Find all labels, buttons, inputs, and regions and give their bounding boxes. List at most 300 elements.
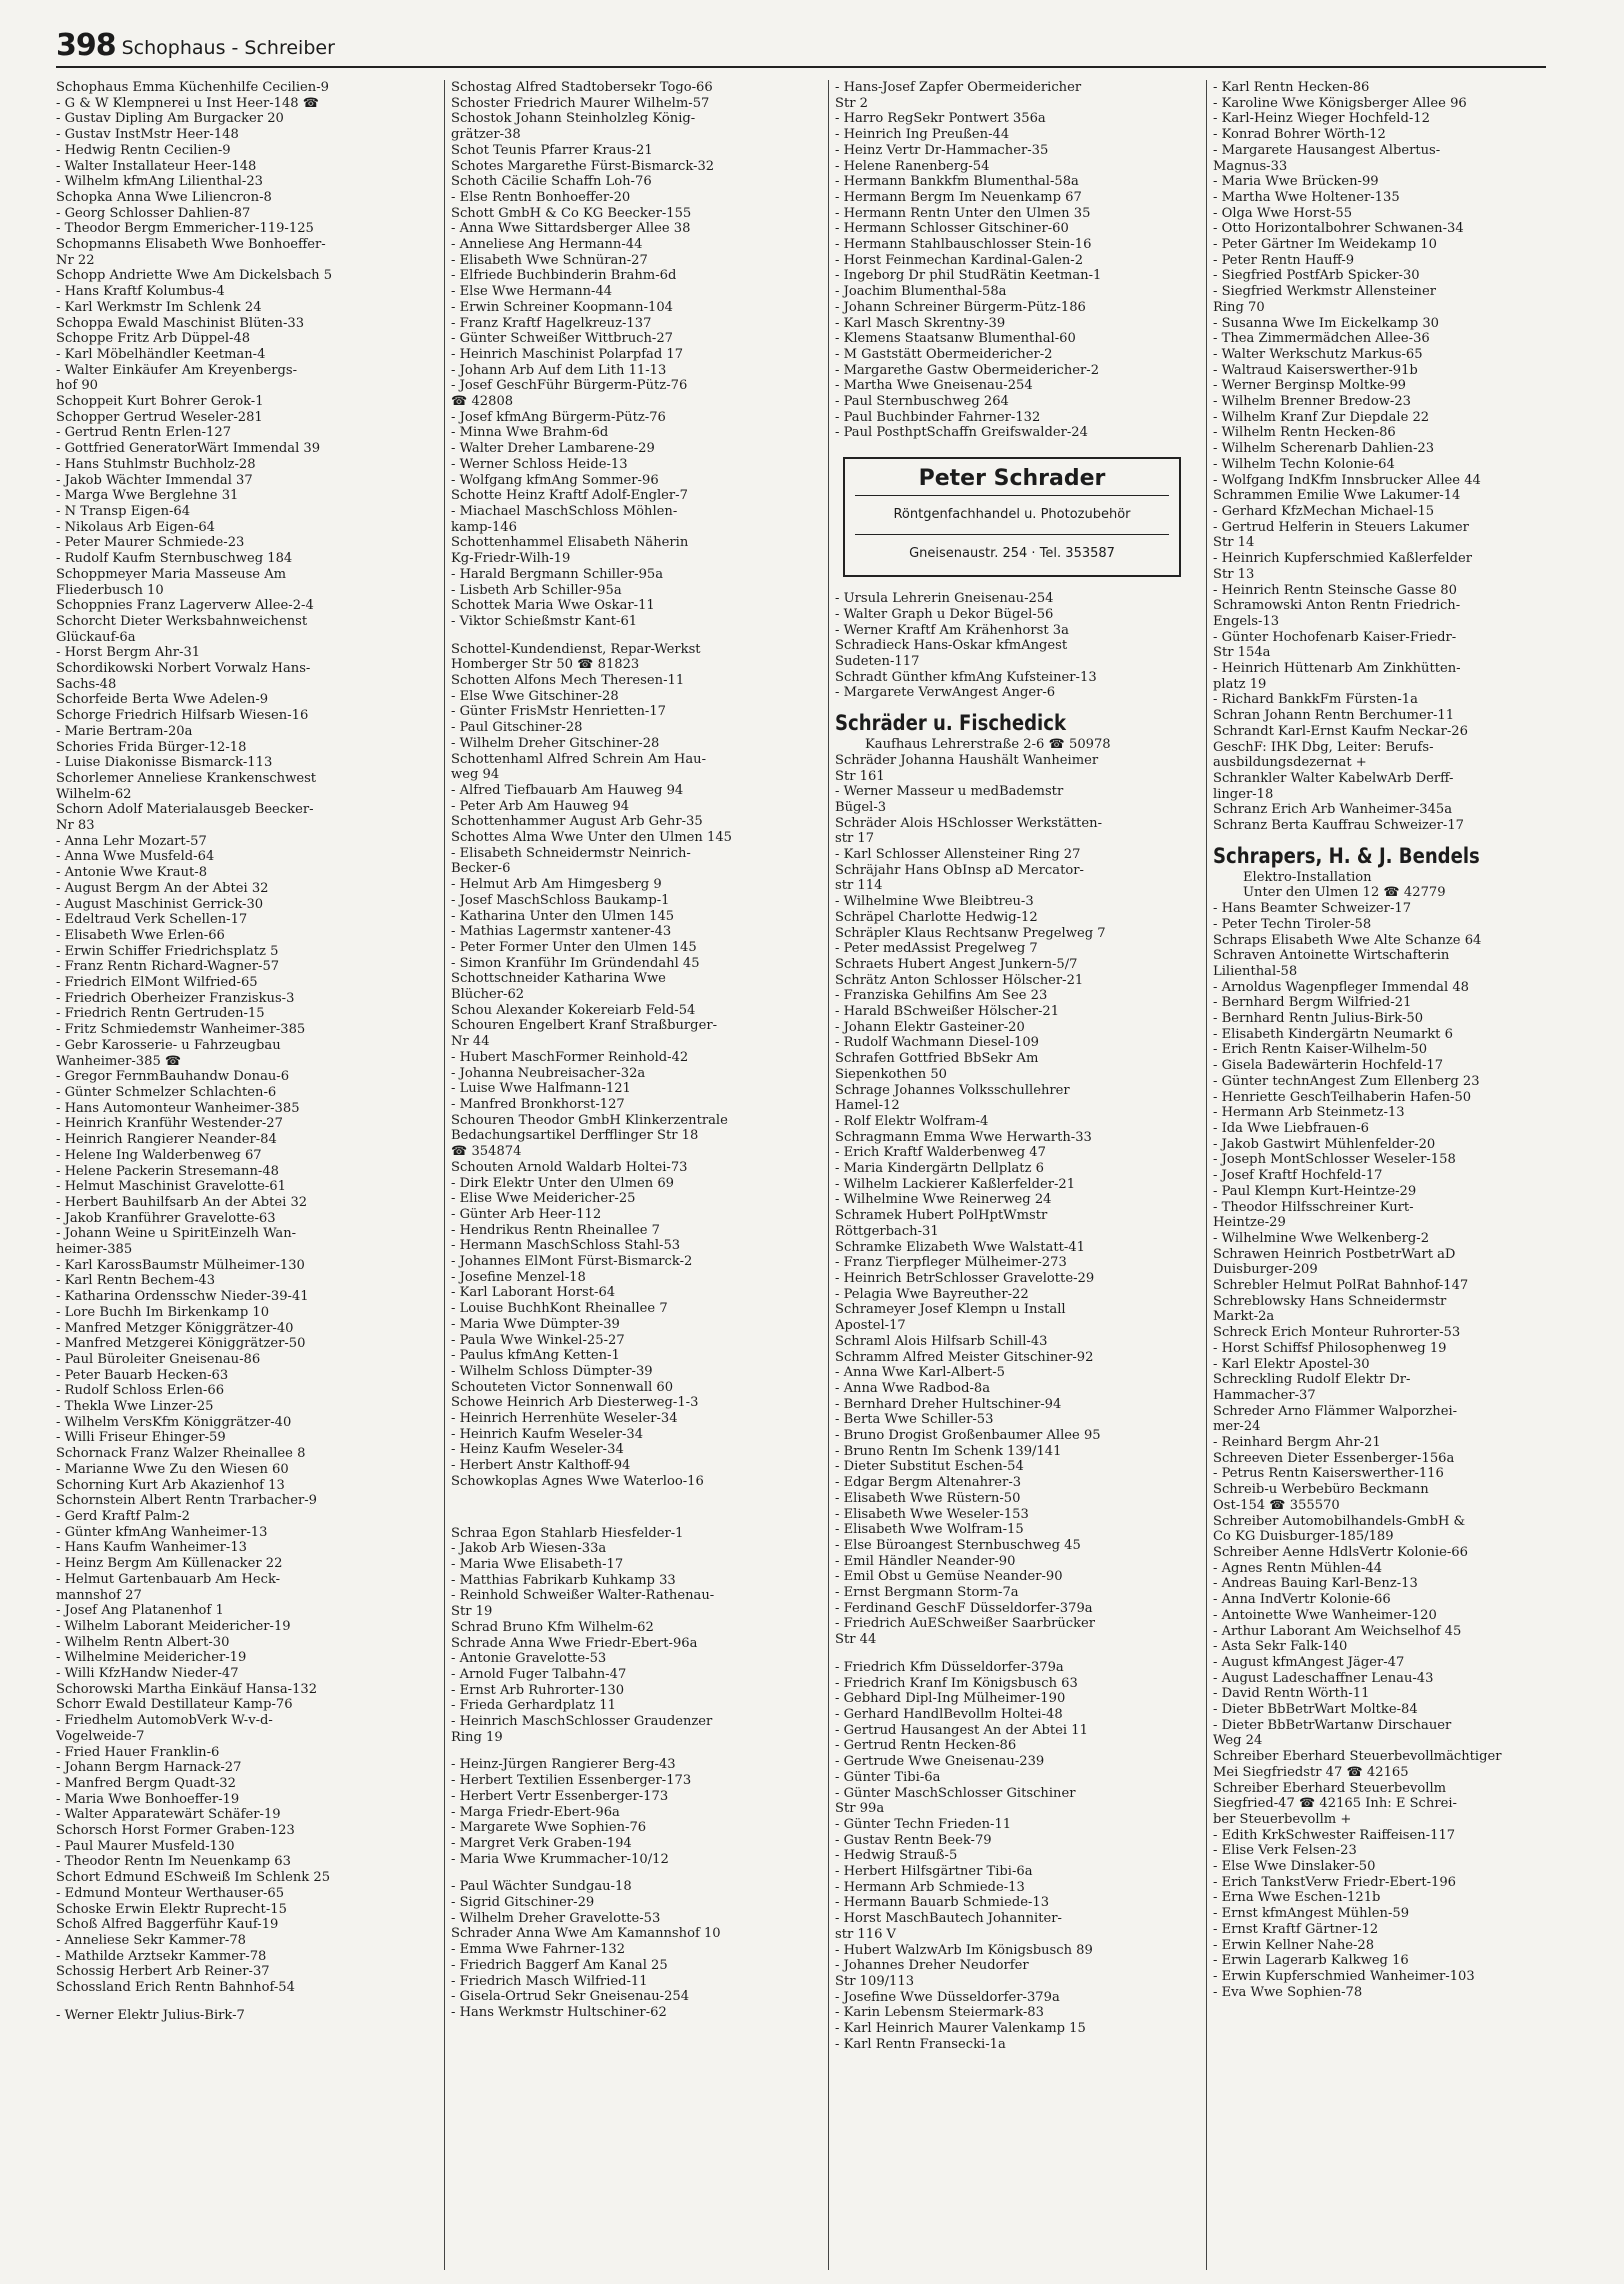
page-number: 398 [56, 28, 116, 63]
directory-entry: - Karl KarossBaumstr Mülheimer-130 [56, 1257, 305, 1273]
directory-entry: Str 19 [451, 1604, 493, 1620]
directory-entry: - Gisela Badewärterin Hochfeld-17 [1213, 1058, 1444, 1074]
directory-entry: - Heinrich Herrenhüte Weseler-34 [451, 1411, 678, 1427]
directory-entry: Heintze-29 [1213, 1215, 1286, 1231]
directory-entry: Schorn Adolf Materialausgeb Beecker- [56, 802, 314, 818]
directory-entry: - Wilhelm kfmAng Lilienthal-23 [56, 174, 263, 190]
directory-entry: - Friedrich Kranf Im Königsbusch 63 [835, 1675, 1078, 1691]
directory-entry: - Antoinette Wwe Wanheimer-120 [1213, 1607, 1437, 1623]
directory-entry: Schossig Herbert Arb Reiner-37 [56, 1964, 270, 1980]
directory-entry: - Maria Wwe Bonhoeffer-19 [56, 1791, 240, 1807]
directory-entry: - Matthias Fabrikarb Kuhkamp 33 [451, 1572, 676, 1588]
directory-entry: Schräjahr Hans ObInsp aD Mercator- [835, 862, 1084, 878]
directory-entry: - Friedrich Kfm Düsseldorfer-379a [835, 1659, 1064, 1675]
directory-entry: - Maria Kindergärtn Dellplatz 6 [835, 1161, 1044, 1177]
firm-address: Kaufhaus Lehrerstraße 2-6 ☎ 50978 [865, 737, 1111, 753]
column-4-entries-bottom [1213, 901, 1573, 2000]
entry-spacer [451, 1745, 807, 1757]
directory-entry: - Karl Werkmstr Im Schlenk 24 [56, 299, 262, 315]
entry-spacer [451, 1490, 807, 1502]
directory-entry: - Elisabeth Wwe Wolfram-15 [835, 1522, 1024, 1538]
directory-entry: Schrätz Anton Schlosser Hölscher-21 [835, 972, 1084, 988]
directory-entry: Kg-Friedr-Wilh-19 [451, 551, 571, 567]
directory-entry: Schradt Günther kfmAng Kufsteiner-13 [835, 669, 1097, 685]
directory-entry: - Martha Wwe Gneisenau-254 [835, 378, 1033, 394]
directory-entry: - Heinrich Maschinist Polarpfad 17 [451, 346, 684, 362]
directory-entry: Schramek Hubert PolHptWmstr [835, 1208, 1048, 1224]
directory-entry: - Ferdinand GeschF Düsseldorfer-379a [835, 1600, 1093, 1616]
directory-entry: Schraets Hubert Angest Junkern-5/7 [835, 956, 1078, 972]
directory-entry: - Wilhelm Dreher Gitschiner-28 [451, 735, 660, 751]
directory-entry: - Heinrich Kaufm Weseler-34 [451, 1426, 644, 1442]
directory-entry: - Dieter BbBetrWartanw Dirschauer [1213, 1717, 1452, 1733]
directory-entry: - Wilhelm Scherenarb Dahlien-23 [1213, 441, 1435, 457]
directory-entry: - Emil Obst u Gemüse Neander-90 [835, 1569, 1063, 1585]
directory-entry: Schorning Kurt Arb Akazienhof 13 [56, 1477, 285, 1493]
directory-entry: Schorr Ewald Destillateur Kamp-76 [56, 1697, 293, 1713]
directory-entry: - Siegfried PostfArb Spicker-30 [1213, 268, 1420, 284]
directory-entry: - Arnold Fuger Talbahn-47 [451, 1666, 627, 1682]
directory-entry: - Jakob Arb Wiesen-33a [451, 1541, 607, 1557]
directory-entry: - Walter Werkschutz Markus-65 [1213, 346, 1423, 362]
directory-entry: Schrad Bruno Kfm Wilhelm-62 [451, 1619, 654, 1635]
directory-entry: - Johannes ElMont Fürst-Bismarck-2 [451, 1254, 693, 1270]
directory-entry: Schräpler Klaus Rechtsanw Pregelweg 7 [835, 925, 1106, 941]
directory-entry: Schornstein Albert Rentn Trarbacher-9 [56, 1493, 317, 1509]
directory-entry: - Wilhelm Techn Kolonie-64 [1213, 456, 1395, 472]
directory-entry: - Ursula Lehrerin Gneisenau-254 [835, 591, 1054, 607]
directory-entry: hof 90 [56, 378, 98, 394]
directory-entry: Becker-6 [451, 861, 511, 877]
directory-entry: Schou Alexander Kokereiarb Feld-54 [451, 1002, 696, 1018]
directory-entry: Ost-154 ☎ 355570 [1213, 1497, 1340, 1513]
directory-entry: - Josefine Menzel-18 [451, 1269, 586, 1285]
directory-entry: - Margarethe Gastw Obermeidericher-2 [835, 362, 1100, 378]
directory-entry: Schranz Berta Kauffrau Schweizer-17 [1213, 818, 1465, 834]
directory-entry: - Manfred Metzgerei Königgrätzer-50 [56, 1336, 306, 1352]
directory-entry: - Heinrich Rentn Steinsche Gasse 80 [1213, 582, 1457, 598]
directory-entry: - Theodor Rentn Im Neuenkamp 63 [56, 1854, 291, 1870]
directory-entry: - Heinrich BetrSchlosser Gravelotte-29 [835, 1271, 1095, 1286]
entry-spacer [451, 630, 807, 642]
directory-entry: - Heinz Vertr Dr-Hammacher-35 [835, 142, 1049, 158]
directory-entry: Schreder Arno Flämmer Walporzhei- [1213, 1403, 1458, 1419]
firm-heading: Schräder u. Fischedick [835, 711, 1066, 736]
directory-entry: - Margarete Wwe Sophien-76 [451, 1820, 647, 1836]
directory-entry: ausbildungsdezernat + [1213, 755, 1367, 771]
directory-entry: - Erwin Schiffer Friedrichsplatz 5 [56, 943, 279, 959]
directory-entry: - Hans Stuhlmstr Buchholz-28 [56, 456, 256, 472]
directory-entry: - Wilhelm Schloss Dümpter-39 [451, 1363, 653, 1379]
directory-entry: - Hermann Rentn Unter den Ulmen 35 [835, 205, 1091, 221]
directory-entry: - Johann Arb Auf dem Lith 11-13 [451, 362, 667, 378]
directory-entry: - Hubert WalzwArb Im Königsbusch 89 [835, 1942, 1093, 1958]
directory-entry: - Hermann Stahlbauschlosser Stein-16 [835, 237, 1092, 253]
directory-entry: - Karin Lebensm Steiermark-83 [835, 2005, 1044, 2021]
directory-entry: Schopp Andriette Wwe Am Dickelsbach 5 [56, 268, 333, 284]
directory-entry: - Martha Wwe Holtener-135 [1213, 189, 1400, 205]
directory-entry: - Josef kfmAng Bürgerm-Pütz-76 [451, 409, 666, 425]
directory-entry: weg 94 [451, 767, 500, 783]
directory-entry: - Helene Ranenberg-54 [835, 158, 990, 174]
directory-entry: - Maria Wwe Elisabeth-17 [451, 1556, 624, 1572]
directory-entry: - Else Wwe Hermann-44 [451, 284, 613, 300]
directory-entry: - Walter Apparatewärt Schäfer-19 [56, 1807, 281, 1823]
directory-entry: - Johann Schreiner Bürgerm-Pütz-186 [835, 299, 1086, 315]
directory-entry: - Elise Verk Felsen-23 [1213, 1843, 1357, 1859]
directory-entry: - Elise Wwe Meidericher-25 [451, 1191, 636, 1207]
directory-entry: - Konrad Bohrer Wörth-12 [1213, 127, 1386, 143]
directory-entry: - Manfred Bergm Quadt-32 [56, 1775, 236, 1791]
directory-entry: Schottenhammel Elisabeth Näherin [451, 535, 689, 551]
directory-entry: - Gertrude Wwe Gneisenau-239 [835, 1754, 1045, 1770]
directory-entry: - Karl Möbelhändler Keetman-4 [56, 346, 266, 362]
directory-entry: - Karl Rentn Bechem-43 [56, 1273, 216, 1289]
directory-entry: Nr 44 [451, 1034, 490, 1050]
directory-entry: - Karl Rentn Hecken-86 [1213, 80, 1370, 95]
directory-entry: - Günter Schmelzer Schlachten-6 [56, 1085, 277, 1100]
directory-entry: - Rolf Elektr Wolfram-4 [835, 1113, 989, 1129]
entry-spacer [451, 1502, 807, 1514]
advertisement-business: Röntgenfachhandel u. Photozubehör [893, 507, 1131, 523]
directory-entry: - Helmut Arb Am Himgesberg 9 [451, 877, 662, 893]
directory-entry: Blücher-62 [451, 987, 525, 1003]
directory-entry: - Karl Schlosser Allensteiner Ring 27 [835, 847, 1081, 863]
directory-entry: - Katharina Unter den Ulmen 145 [451, 908, 675, 924]
directory-entry: Lilienthal-58 [1213, 963, 1298, 979]
advertisement-address: Gneisenaustr. 254 · Tel. 353587 [855, 534, 1169, 565]
directory-entry: - Katharina Ordensschw Nieder-39-41 [56, 1289, 309, 1305]
entry-spacer [451, 1867, 807, 1879]
directory-entry: - Dieter Substitut Eschen-54 [835, 1459, 1024, 1475]
directory-entry: Schraven Antoinette Wirtschafterin [1213, 948, 1450, 964]
directory-entry: - Bernhard Dreher Hultschiner-94 [835, 1396, 1062, 1412]
directory-entry: - Herbert Vertr Essenberger-173 [451, 1788, 669, 1804]
directory-entry: - Harro RegSekr Pontwert 356a [835, 111, 1046, 127]
directory-entry: - Josef GeschFühr Bürgerm-Pütz-76 [451, 378, 688, 394]
directory-entry: - Maria Wwe Krummacher-10/12 [451, 1851, 669, 1867]
page-header [56, 22, 1546, 68]
directory-entry: - Ernst Bergmann Storm-7a [835, 1585, 1019, 1601]
directory-entry: Schramowski Anton Rentn Friedrich- [1213, 598, 1461, 614]
column-3-entries-top [835, 80, 1191, 441]
directory-entry: Schreiber Aenne HdlsVertr Kolonie-66 [1213, 1544, 1468, 1560]
directory-entry: - Rudolf Kaufm Sternbuschweg 184 [56, 551, 293, 567]
directory-entry: - Harald Bergmann Schiller-95a [451, 566, 664, 582]
directory-entry: - Hans Automonteur Wanheimer-385 [56, 1100, 300, 1116]
running-head: Schophaus - Schreiber [121, 37, 335, 59]
directory-entry: - Josef Ang Platanenhof 1 [56, 1603, 224, 1619]
directory-entry: - Reinhold Schweißer Walter-Rathenau- [451, 1588, 715, 1604]
directory-entry: Wanheimer-385 ☎ [56, 1053, 182, 1069]
directory-entry: - Jakob Kranführer Gravelotte-63 [56, 1210, 276, 1226]
directory-entry: - Hermann Bauarb Schmiede-13 [835, 1895, 1050, 1911]
directory-entry: - Elisabeth Wwe Rüstern-50 [835, 1490, 1021, 1506]
directory-entry: - Erna Wwe Eschen-121b [1213, 1890, 1381, 1906]
directory-entry: - Johannes Dreher Neudorfer [835, 1958, 1029, 1974]
directory-entry: mer-24 [1213, 1419, 1261, 1435]
directory-entry: - Karl Heinrich Maurer Valenkamp 15 [835, 2021, 1086, 2037]
directory-entry: - Frieda Gerhardplatz 11 [451, 1698, 616, 1714]
directory-entry: - Else Rentn Bonhoeffer-20 [451, 189, 631, 205]
directory-entry: - Werner Berginsp Moltke-99 [1213, 378, 1406, 394]
directory-entry: - Luise Wwe Halfmann-121 [451, 1081, 631, 1097]
directory-entry: - Elisabeth Wwe Erlen-66 [56, 927, 225, 943]
directory-entry: Schrammen Emilie Wwe Lakumer-14 [1213, 488, 1461, 504]
directory-entry: Schraps Elisabeth Wwe Alte Schanze 64 [1213, 932, 1482, 948]
directory-entry: - Helene Packerin Stresemann-48 [56, 1163, 280, 1179]
directory-entry: Schornack Franz Walzer Rheinallee 8 [56, 1446, 306, 1462]
directory-entry: - Gebhard Dipl-Ing Mülheimer-190 [835, 1691, 1066, 1707]
directory-entry: - Bernhard Rentn Julius-Birk-50 [1213, 1011, 1424, 1027]
directory-entry: Ring 19 [451, 1729, 503, 1745]
directory-entry: - Wilhelmine Wwe Reinerweg 24 [835, 1192, 1052, 1208]
directory-entry: - Wilhelm Brenner Bredow-23 [1213, 394, 1411, 410]
directory-entry: Schreblowsky Hans Schneidermstr [1213, 1293, 1447, 1309]
directory-entry: Bügel-3 [835, 799, 887, 815]
directory-entry: - Gertrud Rentn Hecken-86 [835, 1738, 1017, 1754]
directory-entry: Sudeten-117 [835, 653, 920, 669]
directory-entry: str 114 [835, 878, 883, 894]
directory-entry: Schreiber Eberhard Steuerbevollm [1213, 1780, 1447, 1796]
directory-entry: - Gertrud Helferin in Steuers Lakumer [1213, 519, 1469, 535]
directory-entry: Schoske Erwin Elektr Ruprecht-15 [56, 1901, 287, 1917]
directory-entry: - Franz Rentn Richard-Wagner-57 [56, 959, 280, 975]
directory-entry: Ring 70 [1213, 299, 1265, 315]
directory-entry: - Wilhelm Kranf Zur Diepdale 22 [1213, 409, 1430, 425]
directory-entry: - Horst Schiffsf Philosophenweg 19 [1213, 1340, 1447, 1356]
directory-entry: - Peter Maurer Schmiede-23 [56, 535, 245, 551]
directory-entry: - Else Büroangest Sternbuschweg 45 [835, 1537, 1081, 1553]
directory-entry: - Josefine Wwe Düsseldorfer-379a [835, 1989, 1060, 2005]
directory-entry: - Johanna Neubreisacher-32a [451, 1065, 646, 1081]
directory-entry: - Georg Schlosser Dahlien-87 [56, 205, 251, 221]
directory-entry: Str 13 [1213, 566, 1255, 582]
directory-entry: - Gustav Rentn Beek-79 [835, 1832, 992, 1848]
directory-entry: - David Rentn Wörth-11 [1213, 1686, 1370, 1702]
directory-entry: - Franziska Gehilfins Am See 23 [835, 988, 1048, 1004]
directory-entry: - Manfred Metzger Königgrätzer-40 [56, 1320, 294, 1336]
directory-entry: - Hermann Arb Schmiede-13 [835, 1879, 1025, 1895]
directory-entry: Schrankler Walter KabelwArb Derff- [1213, 770, 1454, 786]
directory-entry: - Günter MaschSchlosser Gitschiner [835, 1785, 1076, 1801]
directory-entry: - Friedrich Baggerf Am Kanal 25 [451, 1957, 668, 1973]
directory-entry: Homberger Str 50 ☎ 81823 [451, 657, 640, 673]
directory-entry: Schotte Heinz Kraftf Adolf-Engler-7 [451, 488, 688, 504]
directory-entry: Schort Edmund ESchweiß Im Schlenk 25 [56, 1870, 331, 1886]
column-2-entries [451, 80, 807, 2021]
directory-entry: GeschF: IHK Dbg, Leiter: Berufs- [1213, 739, 1434, 755]
directory-entry: - Dirk Elektr Unter den Ulmen 69 [451, 1175, 675, 1191]
directory-entry: - Dieter BbBetrWart Moltke-84 [1213, 1702, 1418, 1718]
directory-entry: - Arnoldus Wagenpfleger Immendal 48 [1213, 979, 1469, 995]
directory-entry: - Erwin Schreiner Koopmann-104 [451, 299, 674, 315]
advertisement-box [843, 457, 1181, 577]
directory-entry: - Peter Former Unter den Ulmen 145 [451, 939, 697, 955]
directory-entry: Nr 83 [56, 818, 95, 834]
directory-entry: - Elisabeth Wwe Weseler-153 [835, 1506, 1029, 1522]
directory-entry: Str 2 [835, 95, 868, 111]
directory-entry: Schopper Gertrud Weseler-281 [56, 409, 263, 425]
directory-entry: - Werner Masseur u medBademstr [835, 784, 1064, 800]
directory-entry: - Hermann Schlosser Gitschiner-60 [835, 221, 1069, 237]
directory-entry: - Wilhelmine Wwe Welkenberg-2 [1213, 1230, 1430, 1246]
column-3 [828, 80, 1191, 2270]
directory-entry: str 17 [835, 831, 875, 847]
directory-entry: - Paul Buchbinder Fahrner-132 [835, 409, 1041, 425]
directory-entry: Schrade Anna Wwe Friedr-Ebert-96a [451, 1635, 698, 1651]
directory-entry: - Peter Techn Tiroler-58 [1213, 916, 1372, 932]
directory-entry: - Anna Wwe Radbod-8a [835, 1380, 991, 1396]
directory-entry: Schrameyer Josef Klempn u Install [835, 1302, 1066, 1318]
directory-entry: - Günter technAngest Zum Ellenberg 23 [1213, 1073, 1480, 1089]
directory-entry: Sachs-48 [56, 676, 117, 692]
directory-entry: - Heinrich MaschSchlosser Graudenzer [451, 1714, 713, 1730]
directory-entry: - Gustav Dipling Am Burgacker 20 [56, 111, 284, 127]
directory-entry: Str 44 [835, 1632, 877, 1648]
directory-entry: - Herbert Hilfsgärtner Tibi-6a [835, 1864, 1033, 1880]
directory-entry: - Paul Gitschiner-28 [451, 720, 583, 736]
directory-entry: - Hendrikus Rentn Rheinallee 7 [451, 1222, 660, 1238]
directory-entry: - Olga Wwe Horst-55 [1213, 205, 1353, 221]
directory-entry: - Paul Maurer Musfeld-130 [56, 1838, 235, 1854]
directory-entry: - Horst Feinmechan Kardinal-Galen-2 [835, 252, 1084, 268]
directory-entry: - M Gaststätt Obermeidericher-2 [835, 346, 1053, 362]
directory-entry: - Hermann Bankkfm Blumenthal-58a [835, 174, 1079, 190]
directory-entry: - Gustav InstMstr Heer-148 [56, 127, 239, 143]
directory-entry: - Erich Kraftf Walderbenweg 47 [835, 1145, 1046, 1161]
directory-entry: - Gisela-Ortrud Sekr Gneisenau-254 [451, 1989, 690, 2005]
directory-entry: - Simon Kranführ Im Gründendahl 45 [451, 955, 700, 971]
directory-entry: - Anneliese Sekr Kammer-78 [56, 1932, 247, 1948]
directory-entry: - Peter Rentn Hauff-9 [1213, 252, 1355, 268]
directory-entry: - Hermann Arb Steinmetz-13 [1213, 1105, 1405, 1121]
directory-entry: - Antonie Wwe Kraut-8 [56, 865, 208, 881]
directory-entry: - Edeltraud Verk Schellen-17 [56, 912, 248, 928]
directory-entry: - Horst MaschBautech Johanniter- [835, 1911, 1062, 1927]
directory-entry: - Werner Kraftf Am Krähenhorst 3a [835, 622, 1069, 638]
directory-entry: - Edgar Bergm Altenahrer-3 [835, 1475, 1022, 1491]
directory-entry: - Elisabeth Wwe Schnüran-27 [451, 252, 648, 268]
directory-entry: Schräder Alois HSchlosser Werkstätten- [835, 815, 1103, 831]
directory-entry: Str 14 [1213, 535, 1255, 551]
directory-entry: - Rudolf Wachmann Diesel-109 [835, 1035, 1039, 1051]
directory-entry: - Heinrich Rangierer Neander-84 [56, 1132, 277, 1148]
directory-entry: - Günter Tibi-6a [835, 1769, 941, 1785]
directory-entry: - Gerd Kraftf Palm-2 [56, 1508, 190, 1524]
directory-entry: - Emma Wwe Fahrner-132 [451, 1942, 626, 1958]
directory-entry: - Ernst Kraftf Gärtner-12 [1213, 1921, 1379, 1937]
directory-entry: - Günter Schweißer Wittbruch-27 [451, 331, 674, 347]
directory-entry: - Marianne Wwe Zu den Wiesen 60 [56, 1461, 289, 1477]
directory-entry: - Peter medAssist Pregelweg 7 [835, 941, 1038, 957]
directory-entry: - Hermann MaschSchloss Stahl-53 [451, 1238, 681, 1254]
directory-entry: Schramke Elizabeth Wwe Walstatt-41 [835, 1239, 1085, 1255]
directory-entry: - Herbert Bauhilfsarb An der Abtei 32 [56, 1194, 308, 1210]
directory-entry: - Anna Lehr Mozart-57 [56, 833, 207, 849]
directory-entry: - Walter Dreher Lambarene-29 [451, 441, 655, 457]
directory-entry: - Theodor Bergm Emmericher-119-125 [56, 221, 314, 237]
directory-entry: Schostok Johann Steinholzleg König- [451, 111, 696, 127]
directory-entry: - August Maschinist Gerrick-30 [56, 896, 264, 912]
directory-entry: Schrafen Gottfried BbSekr Am [835, 1051, 1039, 1067]
directory-entry: - Arthur Laborant Am Weichselhof 45 [1213, 1623, 1462, 1639]
directory-entry: - Wilhelm Dreher Gravelotte-53 [451, 1910, 661, 1926]
directory-entry: Schotten Alfons Mech Theresen-11 [451, 673, 685, 689]
directory-entry: Siepenkothen 50 [835, 1066, 947, 1082]
directory-entry: - Gottfried GeneratorWärt Immendal 39 [56, 441, 321, 457]
directory-entry: ☎ 42808 [451, 394, 514, 410]
directory-entry: - Günter Arb Heer-112 [451, 1206, 602, 1222]
directory-entry: Schrage Johannes Volksschullehrer [835, 1082, 1070, 1098]
directory-entry: - Louise BuchhKont Rheinallee 7 [451, 1301, 668, 1317]
directory-entry: Markt-2a [1213, 1309, 1275, 1325]
directory-entry: Schreeven Dieter Essenberger-156a [1213, 1450, 1455, 1466]
directory-entry: - August kfmAngest Jäger-47 [1213, 1654, 1405, 1670]
directory-entry: - Anna Wwe Musfeld-64 [56, 849, 215, 865]
directory-entry: - Günter FrisMstr Henrietten-17 [451, 704, 666, 720]
directory-entry: - Wilhelmine Meidericher-19 [56, 1650, 247, 1666]
directory-entry: Schordikowski Norbert Vorwalz Hans- [56, 661, 311, 677]
directory-entry: - Maria Wwe Brücken-99 [1213, 174, 1379, 190]
directory-entry: - Margarete Hausangest Albertus- [1213, 142, 1441, 158]
directory-entry: - Gerhard KfzMechan Michael-15 [1213, 503, 1435, 519]
directory-entry: - Henriette GeschTeilhaberin Hafen-50 [1213, 1089, 1472, 1105]
directory-entry: - Erwin Kupferschmied Wanheimer-103 [1213, 1968, 1475, 1984]
advertisement-title: Peter Schrader [855, 465, 1169, 496]
directory-entry: - Wilhelm Rentn Hecken-86 [1213, 425, 1396, 441]
directory-entry: - Wolfgang IndKfm Innsbrucker Allee 44 [1213, 472, 1481, 488]
directory-entry: - Elisabeth Schneidermstr Neinrich- [451, 845, 691, 861]
directory-entry: - Otto Horizontalbohrer Schwanen-34 [1213, 221, 1464, 237]
entry-spacer [56, 1996, 412, 2008]
directory-entry: - Joachim Blumenthal-58a [835, 284, 1007, 300]
directory-entry: - Hedwig Strauß-5 [835, 1848, 958, 1864]
directory-entry: - Ernst Arb Ruhrorter-130 [451, 1682, 625, 1698]
directory-entry: - Ida Wwe Liebfrauen-6 [1213, 1121, 1369, 1136]
directory-entry: - Karl Rentn Fransecki-1a [835, 2036, 1006, 2052]
column-1-entries [56, 80, 412, 2023]
directory-entry: Schouteten Victor Sonnenwall 60 [451, 1379, 674, 1395]
directory-entry: - Ingeborg Dr phil StudRätin Keetman-1 [835, 268, 1102, 284]
directory-entry: Schories Frida Bürger-12-18 [56, 739, 247, 755]
column-3-entries-middle [835, 591, 1191, 701]
directory-entry: Schorowski Martha Einkäuf Hansa-132 [56, 1681, 318, 1697]
directory-entry: - Erich TankstVerw Friedr-Ebert-196 [1213, 1874, 1456, 1890]
directory-entry: - Marga Friedr-Ebert-96a [451, 1804, 620, 1820]
directory-entry: Schottek Maria Wwe Oskar-11 [451, 598, 655, 614]
directory-entry: Co KG Duisburger-185/189 [1213, 1529, 1394, 1545]
directory-entry: Schottel-Kundendienst, Repar-Werkst [451, 641, 701, 657]
directory-entry: - Heinrich Ing Preußen-44 [835, 127, 1010, 143]
directory-entry: - Miachael MaschSchloss Möhlen- [451, 503, 678, 519]
directory-entry: Schraa Egon Stahlarb Hiesfelder-1 [451, 1525, 684, 1541]
directory-entry: Schostag Alfred Stadtobersekr Togo-66 [451, 80, 713, 95]
directory-entry: - Paula Wwe Winkel-25-27 [451, 1332, 625, 1348]
directory-entry: - Wilhelm Lackierer Kaßlerfelder-21 [835, 1176, 1076, 1192]
directory-entry: Mei Siegfriedstr 47 ☎ 42165 [1213, 1764, 1409, 1780]
directory-entry: - Franz Tierpfleger Mülheimer-273 [835, 1255, 1067, 1271]
directory-entry: Hammacher-37 [1213, 1387, 1316, 1403]
directory-entry: mannshof 27 [56, 1587, 142, 1603]
directory-entry: Str 154a [1213, 645, 1271, 661]
column-4 [1206, 80, 1573, 2270]
directory-entry: - Friedrich ElMont Wilfried-65 [56, 975, 258, 991]
directory-entry: Schreiber Automobilhandels-GmbH & [1213, 1513, 1466, 1529]
directory-entry: - Hans-Josef Zapfer Obermeidericher [835, 80, 1082, 95]
directory-entry: - Paulus kfmAng Ketten-1 [451, 1348, 620, 1364]
directory-entry: - Paul Wächter Sundgau-18 [451, 1879, 632, 1895]
